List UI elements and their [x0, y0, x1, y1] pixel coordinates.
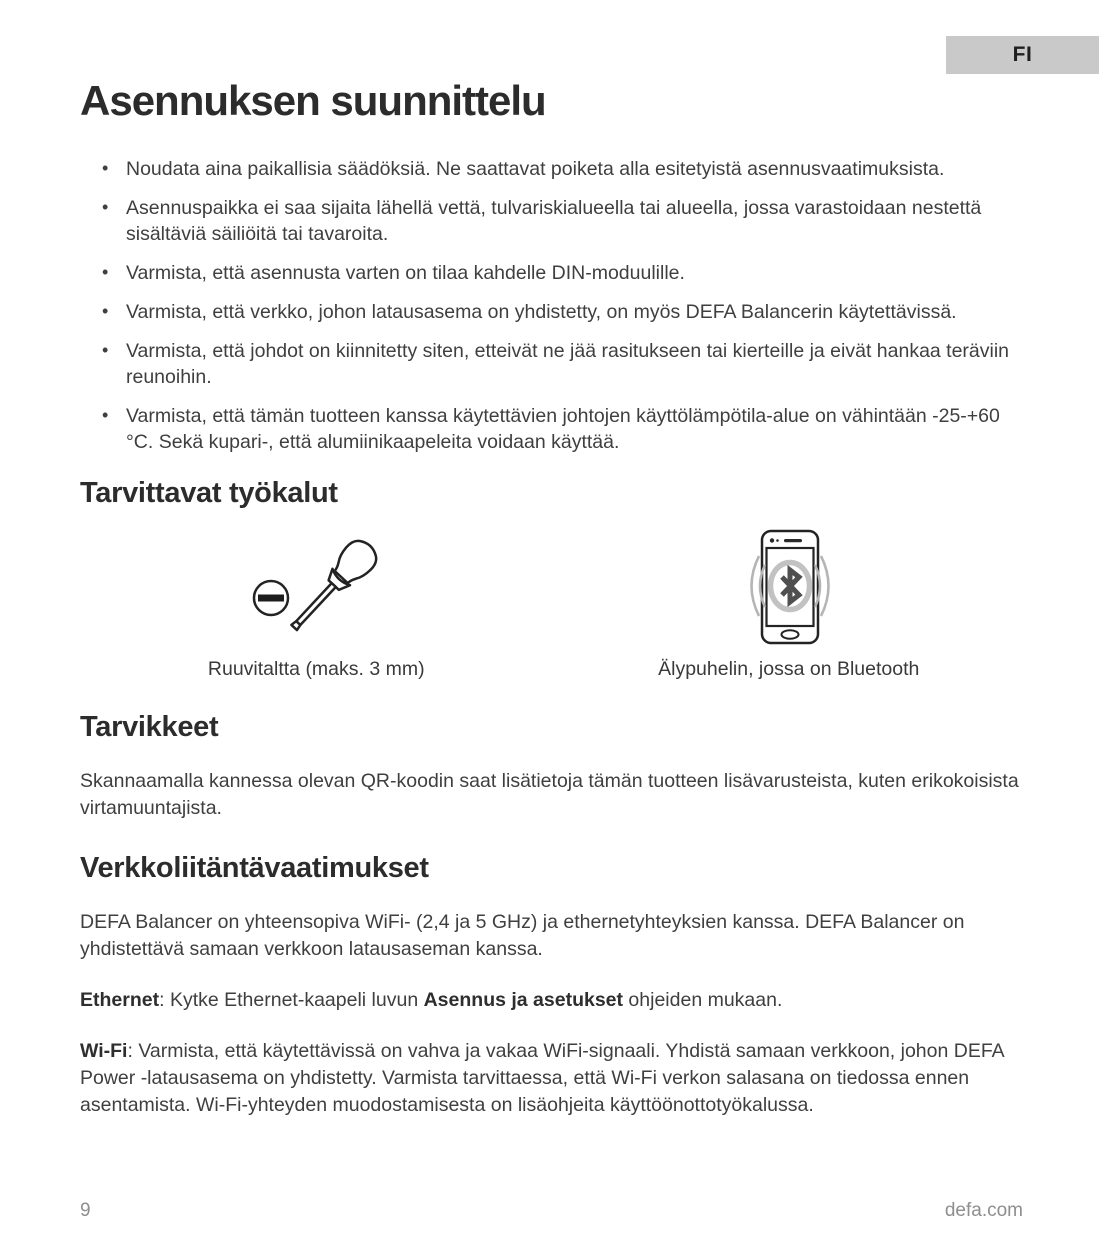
smartphone-caption: Älypuhelin, jossa on Bluetooth — [658, 658, 920, 680]
bullet-item: • Varmista, että asennusta varten on tilaa kahdelle DIN-moduulille. — [80, 260, 1023, 286]
ethernet-paragraph — [80, 987, 1023, 1014]
bullet-item: • Varmista, että tämän tuotteen kanssa käytettävien johtojen käyttölämpötila-alue on vähintään -25-+60 °C. Sekä kupari-, että alumiinikaapeleita voidaan käyttää. — [80, 403, 1023, 455]
footer-site-url: defa.com — [944, 1200, 1023, 1221]
ethernet-text-after: ohjeiden mukaan. — [623, 989, 783, 1011]
tool-smartphone — [553, 528, 1026, 681]
tools-row — [80, 528, 1025, 681]
language-badge-label: FI — [1012, 43, 1033, 66]
ethernet-text-before: : Kytke Ethernet-kaapeli luvun — [159, 989, 424, 1011]
tool-screwdriver — [80, 528, 553, 681]
accessories-paragraph: Skannaamalla kannessa olevan QR-koodin saat lisätietoja tämän tuotteen lisävarusteista, kuten erikokoisista virtamuuntajista. — [80, 770, 1019, 819]
bullet-item: • Noudata aina paikallisia säädöksiä. Ne saattavat poiketa alla esitetyistä asennusvaatimuksista. — [80, 156, 1023, 182]
language-badge — [946, 36, 1099, 74]
page-number: 9 — [80, 1200, 91, 1221]
ethernet-label: Ethernet — [80, 989, 160, 1011]
screwdriver-caption: Ruuvitaltta (maks. 3 mm) — [207, 658, 425, 680]
screwdriver-icon — [236, 528, 396, 646]
instruction-bullet-list — [80, 156, 1023, 455]
tools-section-heading: Tarvittavat työkalut — [80, 477, 338, 509]
wifi-paragraph — [80, 1038, 1023, 1119]
bullet-item: • Asennuspaikka ei saa sijaita lähellä vettä, tulvariskialueella tai alueella, jossa varastoidaan nestettä sisältäviä säiliöitä tai tavaroita. — [80, 195, 1023, 247]
smartphone-bluetooth-icon — [723, 528, 855, 646]
accessories-section-heading: Tarvikkeet — [80, 711, 219, 743]
wifi-text: : Varmista, että käytettävissä on vahva ja vakaa WiFi-signaali. Yhdistä samaan verkkoon, johon DEFA Power -latausasema on yhdistetty. Varmista tarvittaessa, että Wi-Fi verkon salasana on tiedossa ennen asentamista. Wi-Fi-yhteyden muodostamisesta on lisäohjeita käyttöönottotyökalussa. — [80, 1040, 1004, 1116]
ethernet-chapter-ref: Asennus ja asetukset — [423, 989, 624, 1011]
network-section-heading: Verkkoliitäntävaatimukset — [80, 852, 429, 884]
page-footer — [80, 1200, 1023, 1222]
bullet-item: • Varmista, että verkko, johon latausasema on yhdistetty, on myös DEFA Balancerin käytettävissä. — [80, 299, 1023, 325]
bullet-item: • Varmista, että johdot on kiinnitetty siten, etteivät ne jää rasitukseen tai kierteille ja eivät hankaa teräviin reunoihin. — [80, 338, 1023, 390]
network-intro-paragraph: DEFA Balancer on yhteensopiva WiFi- (2,4 ja 5 GHz) ja ethernetyhteyksien kanssa. DEFA Balancer on yhdistettävä samaan verkkoon latausaseman kanssa. — [80, 911, 965, 960]
wifi-label: Wi-Fi — [80, 1040, 128, 1062]
page-title: Asennuksen suunnittelu — [80, 77, 546, 124]
